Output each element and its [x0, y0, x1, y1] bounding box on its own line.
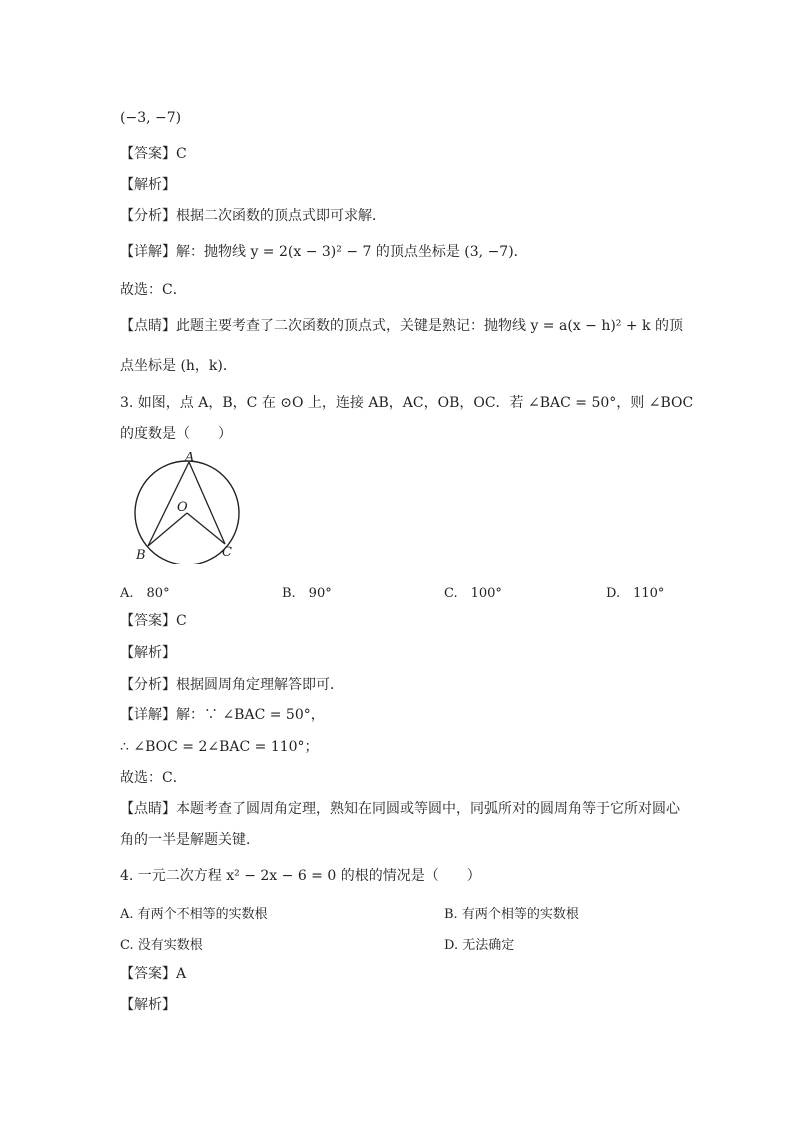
q3-stem-line1: 3. 如图，点 A，B，C 在 ⊙O 上，连接 AB，AC，OB，OC．若 ∠BAC = 50°，则 ∠BOC: [120, 395, 694, 411]
q3-detail-line2: ∴ ∠BOC = 2∠BAC = 110°；: [120, 739, 319, 755]
q3-comment-line1: 【点睛】本题考查了圆周角定理，熟知在同圆或等圆中，同弧所对的圆周角等于它所对圆心: [120, 801, 680, 817]
q4-answer: 【答案】A: [120, 966, 187, 982]
segment-oc: [187, 513, 225, 544]
q2-analysis-heading: 【解析】: [120, 177, 176, 193]
segment-ob: [148, 513, 187, 546]
q3-stem-line2: 的度数是（ ）: [120, 426, 232, 442]
q3-option-d: D. 110°: [606, 586, 665, 601]
q3-fenxi: 【分析】根据圆周角定理解答即可．: [120, 677, 344, 693]
prev-option-text: (−3, −7): [120, 110, 182, 126]
q3-comment-line2: 角的一半是解题关键．: [120, 832, 260, 848]
q4-option-b: B. 有两个相等的实数根: [444, 907, 579, 922]
q3-option-b: B. 90°: [282, 586, 332, 601]
q2-fenxi: 【分析】根据二次函数的顶点式即可求解．: [120, 208, 386, 224]
q2-detail: 【详解】解：抛物线 y = 2(x − 3)² − 7 的顶点坐标是 (3, −7)．: [120, 244, 528, 260]
q2-answer: 【答案】C: [120, 146, 187, 162]
q4-option-d: D. 无法确定: [444, 938, 515, 953]
q3-option-a: A. 80°: [120, 586, 170, 601]
label-o: O: [177, 500, 188, 515]
q3-option-c: C. 100°: [444, 586, 502, 601]
circle-figure: [128, 452, 248, 564]
q3-choice: 故选：C．: [120, 770, 187, 786]
q2-comment-line2: 点坐标是 (h，k)．: [120, 358, 237, 374]
q4-option-c: C. 没有实数根: [120, 938, 203, 953]
q4-analysis-heading: 【解析】: [120, 997, 176, 1013]
q3-analysis-heading: 【解析】: [120, 645, 176, 661]
segment-ac: [189, 462, 225, 544]
label-a: A: [185, 452, 195, 465]
q2-choice: 故选：C．: [120, 282, 187, 298]
q4-stem: 4. 一元二次方程 x² − 2x − 6 = 0 的根的情况是（ ）: [120, 868, 481, 884]
q4-option-a: A. 有两个不相等的实数根: [120, 907, 268, 922]
q2-comment-line1: 【点睛】此题主要考查了二次函数的顶点式，关键是熟记：抛物线 y = a(x − h)² + k 的顶: [120, 318, 683, 334]
label-c: C: [222, 545, 232, 560]
label-b: B: [136, 548, 146, 563]
q3-detail-line1: 【详解】解：∵ ∠BAC = 50°，: [120, 707, 325, 723]
q3-answer: 【答案】C: [120, 613, 187, 629]
